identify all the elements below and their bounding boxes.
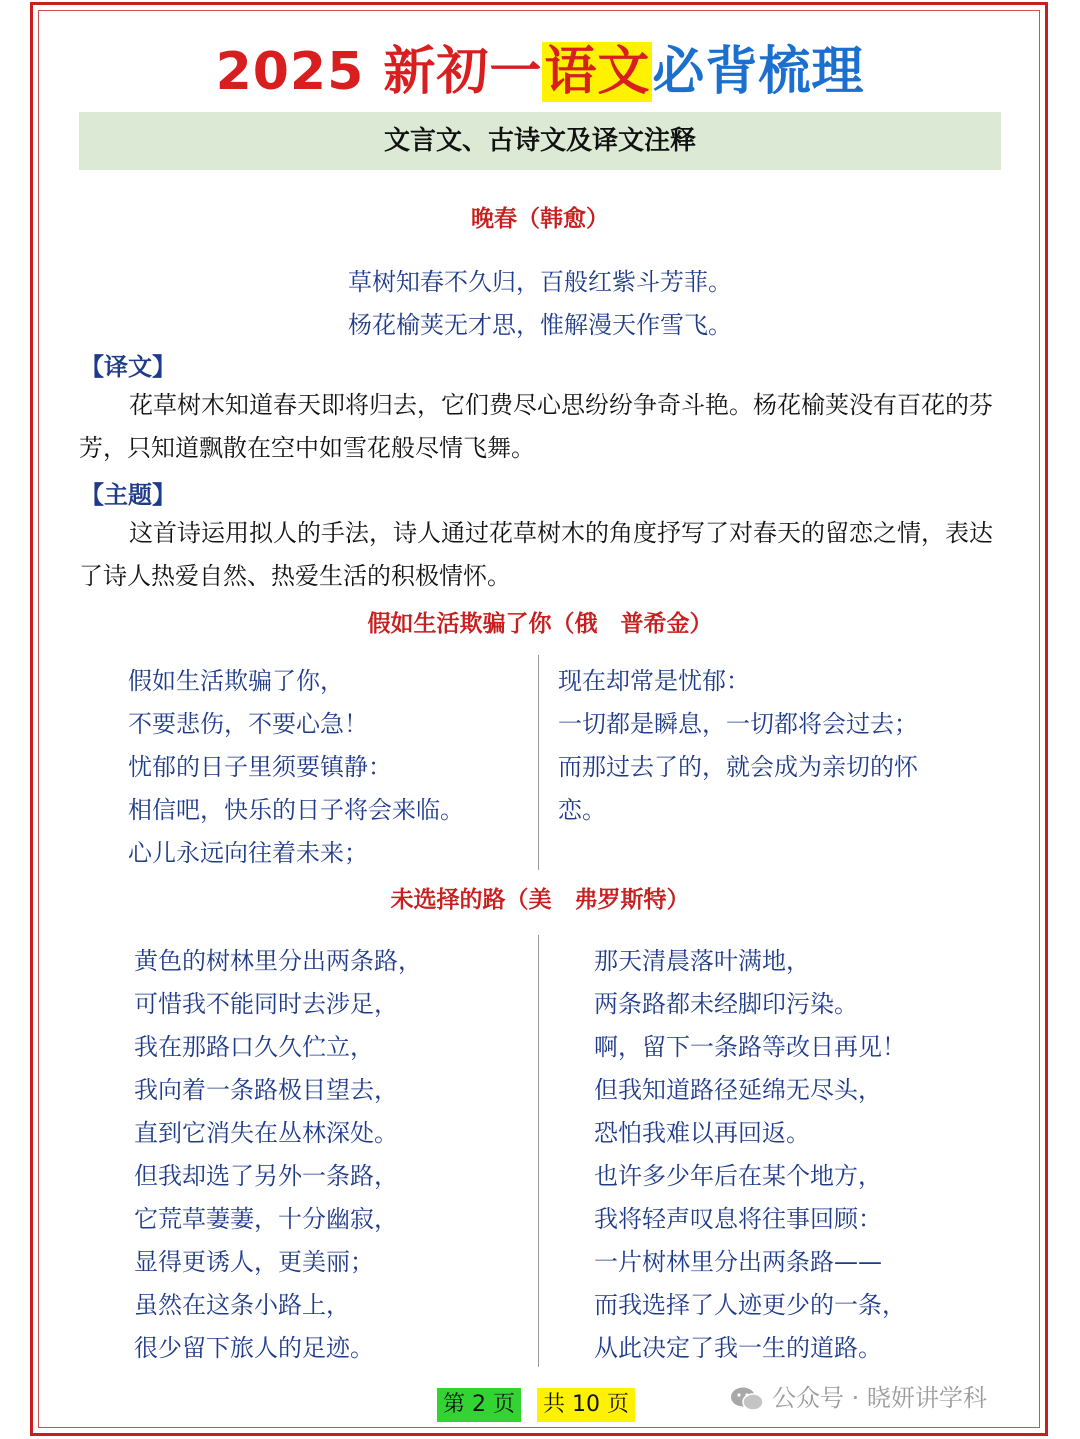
poem2-left-line: 心儿永远向往着未来；	[128, 839, 368, 867]
poem3-left-line: 显得更诱人，更美丽；	[134, 1248, 374, 1276]
poem3-right-line: 啊，留下一条路等改日再见！	[594, 1033, 906, 1061]
poem2-left-line: 不要悲伤，不要心急！	[128, 710, 368, 738]
subtitle-bar: 文言文、古诗文及译文注释	[79, 112, 1001, 170]
poem1-line-2: 杨花榆荚无才思，惟解漫天作雪飞。	[348, 311, 732, 339]
theme-text: 这首诗运用拟人的手法，诗人通过花草树木的角度抒写了对春天的留恋之情，表达了诗人热爱自然、热爱生活的积极情怀。	[79, 519, 993, 590]
poem2-right-line: 现在却常是忧郁：	[558, 667, 750, 695]
poem3-right-line: 但我知道路径延绵无尽头，	[594, 1076, 882, 1104]
poem2-left-line: 忧郁的日子里须要镇静：	[128, 753, 392, 781]
title-highlight: 语文	[544, 42, 651, 102]
translation-text: 花草树木知道春天即将归去，它们费尽心思纷纷争奇斗艳。杨花榆荚没有百花的芬芳，只知道飘散在空中如雪花般尽情飞舞。	[79, 391, 993, 462]
watermark-text: 公众号 · 晓妍讲学科	[772, 1384, 987, 1412]
page-title	[0, 38, 1080, 106]
poem3-right-line: 一片树林里分出两条路——	[594, 1248, 882, 1276]
poem3-right-line: 也许多少年后在某个地方，	[594, 1162, 882, 1190]
title-part2: 必背梳理	[652, 42, 865, 102]
poem2-left-line: 相信吧，快乐的日子将会来临。	[128, 796, 464, 824]
translation-label: 【译文】	[80, 353, 176, 381]
poem2-right-line: 而那过去了的，就会成为亲切的怀	[558, 753, 918, 781]
poem2-right-line: 一切都是瞬息，一切都将会过去；	[558, 710, 918, 738]
poem3-right-line: 两条路都未经脚印污染。	[594, 990, 858, 1018]
poem3-right-line: 我将轻声叹息将往事回顾：	[594, 1205, 882, 1233]
poem3-left-line: 可惜我不能同时去涉足，	[134, 990, 398, 1018]
poem3-left-line: 它荒草萋萋，十分幽寂，	[134, 1205, 398, 1233]
watermark	[730, 1378, 987, 1418]
poem3-right-column	[594, 940, 906, 1370]
poem3-left-line: 很少留下旅人的足迹。	[134, 1334, 374, 1362]
poem2-column-divider	[538, 655, 539, 870]
poem3-left-line: 虽然在这条小路上，	[134, 1291, 350, 1319]
poem3-right-line: 那天清晨落叶满地，	[594, 947, 810, 975]
title-part1: 2025 新初一	[215, 42, 543, 102]
poem2-right-line: 恋。	[558, 796, 606, 824]
poem1-line-1: 草树知春不久归，百般红紫斗芳菲。	[348, 268, 732, 296]
poem3-right-line: 而我选择了人迹更少的一条，	[594, 1291, 906, 1319]
page-current-indicator: 第 2 页	[437, 1388, 521, 1422]
poem3-left-line: 我在那路口久久伫立，	[134, 1033, 374, 1061]
poem3-right-line: 恐怕我难以再回返。	[594, 1119, 810, 1147]
poem3-left-column	[134, 940, 422, 1370]
poem3-left-line: 但我却选了另外一条路，	[134, 1162, 398, 1190]
poem2-left-column	[128, 660, 464, 875]
poem2-left-line: 假如生活欺骗了你，	[128, 667, 344, 695]
poem2-right-column	[558, 660, 918, 832]
poem3-title: 未选择的路（美 弗罗斯特）	[390, 887, 690, 913]
poem3-left-line: 黄色的树林里分出两条路，	[134, 947, 422, 975]
poem3-left-line: 我向着一条路极目望去，	[134, 1076, 398, 1104]
page-total-indicator: 共 10 页	[537, 1388, 635, 1422]
theme-label: 【主题】	[80, 481, 176, 509]
poem3-column-divider	[538, 935, 539, 1367]
poem3-left-line: 直到它消失在丛林深处。	[134, 1119, 398, 1147]
poem1-title: 晚春（韩愈）	[471, 206, 609, 232]
wechat-icon	[730, 1386, 764, 1412]
poem2-title: 假如生活欺骗了你（俄 普希金）	[367, 611, 713, 637]
poem3-right-line: 从此决定了我一生的道路。	[594, 1334, 882, 1362]
